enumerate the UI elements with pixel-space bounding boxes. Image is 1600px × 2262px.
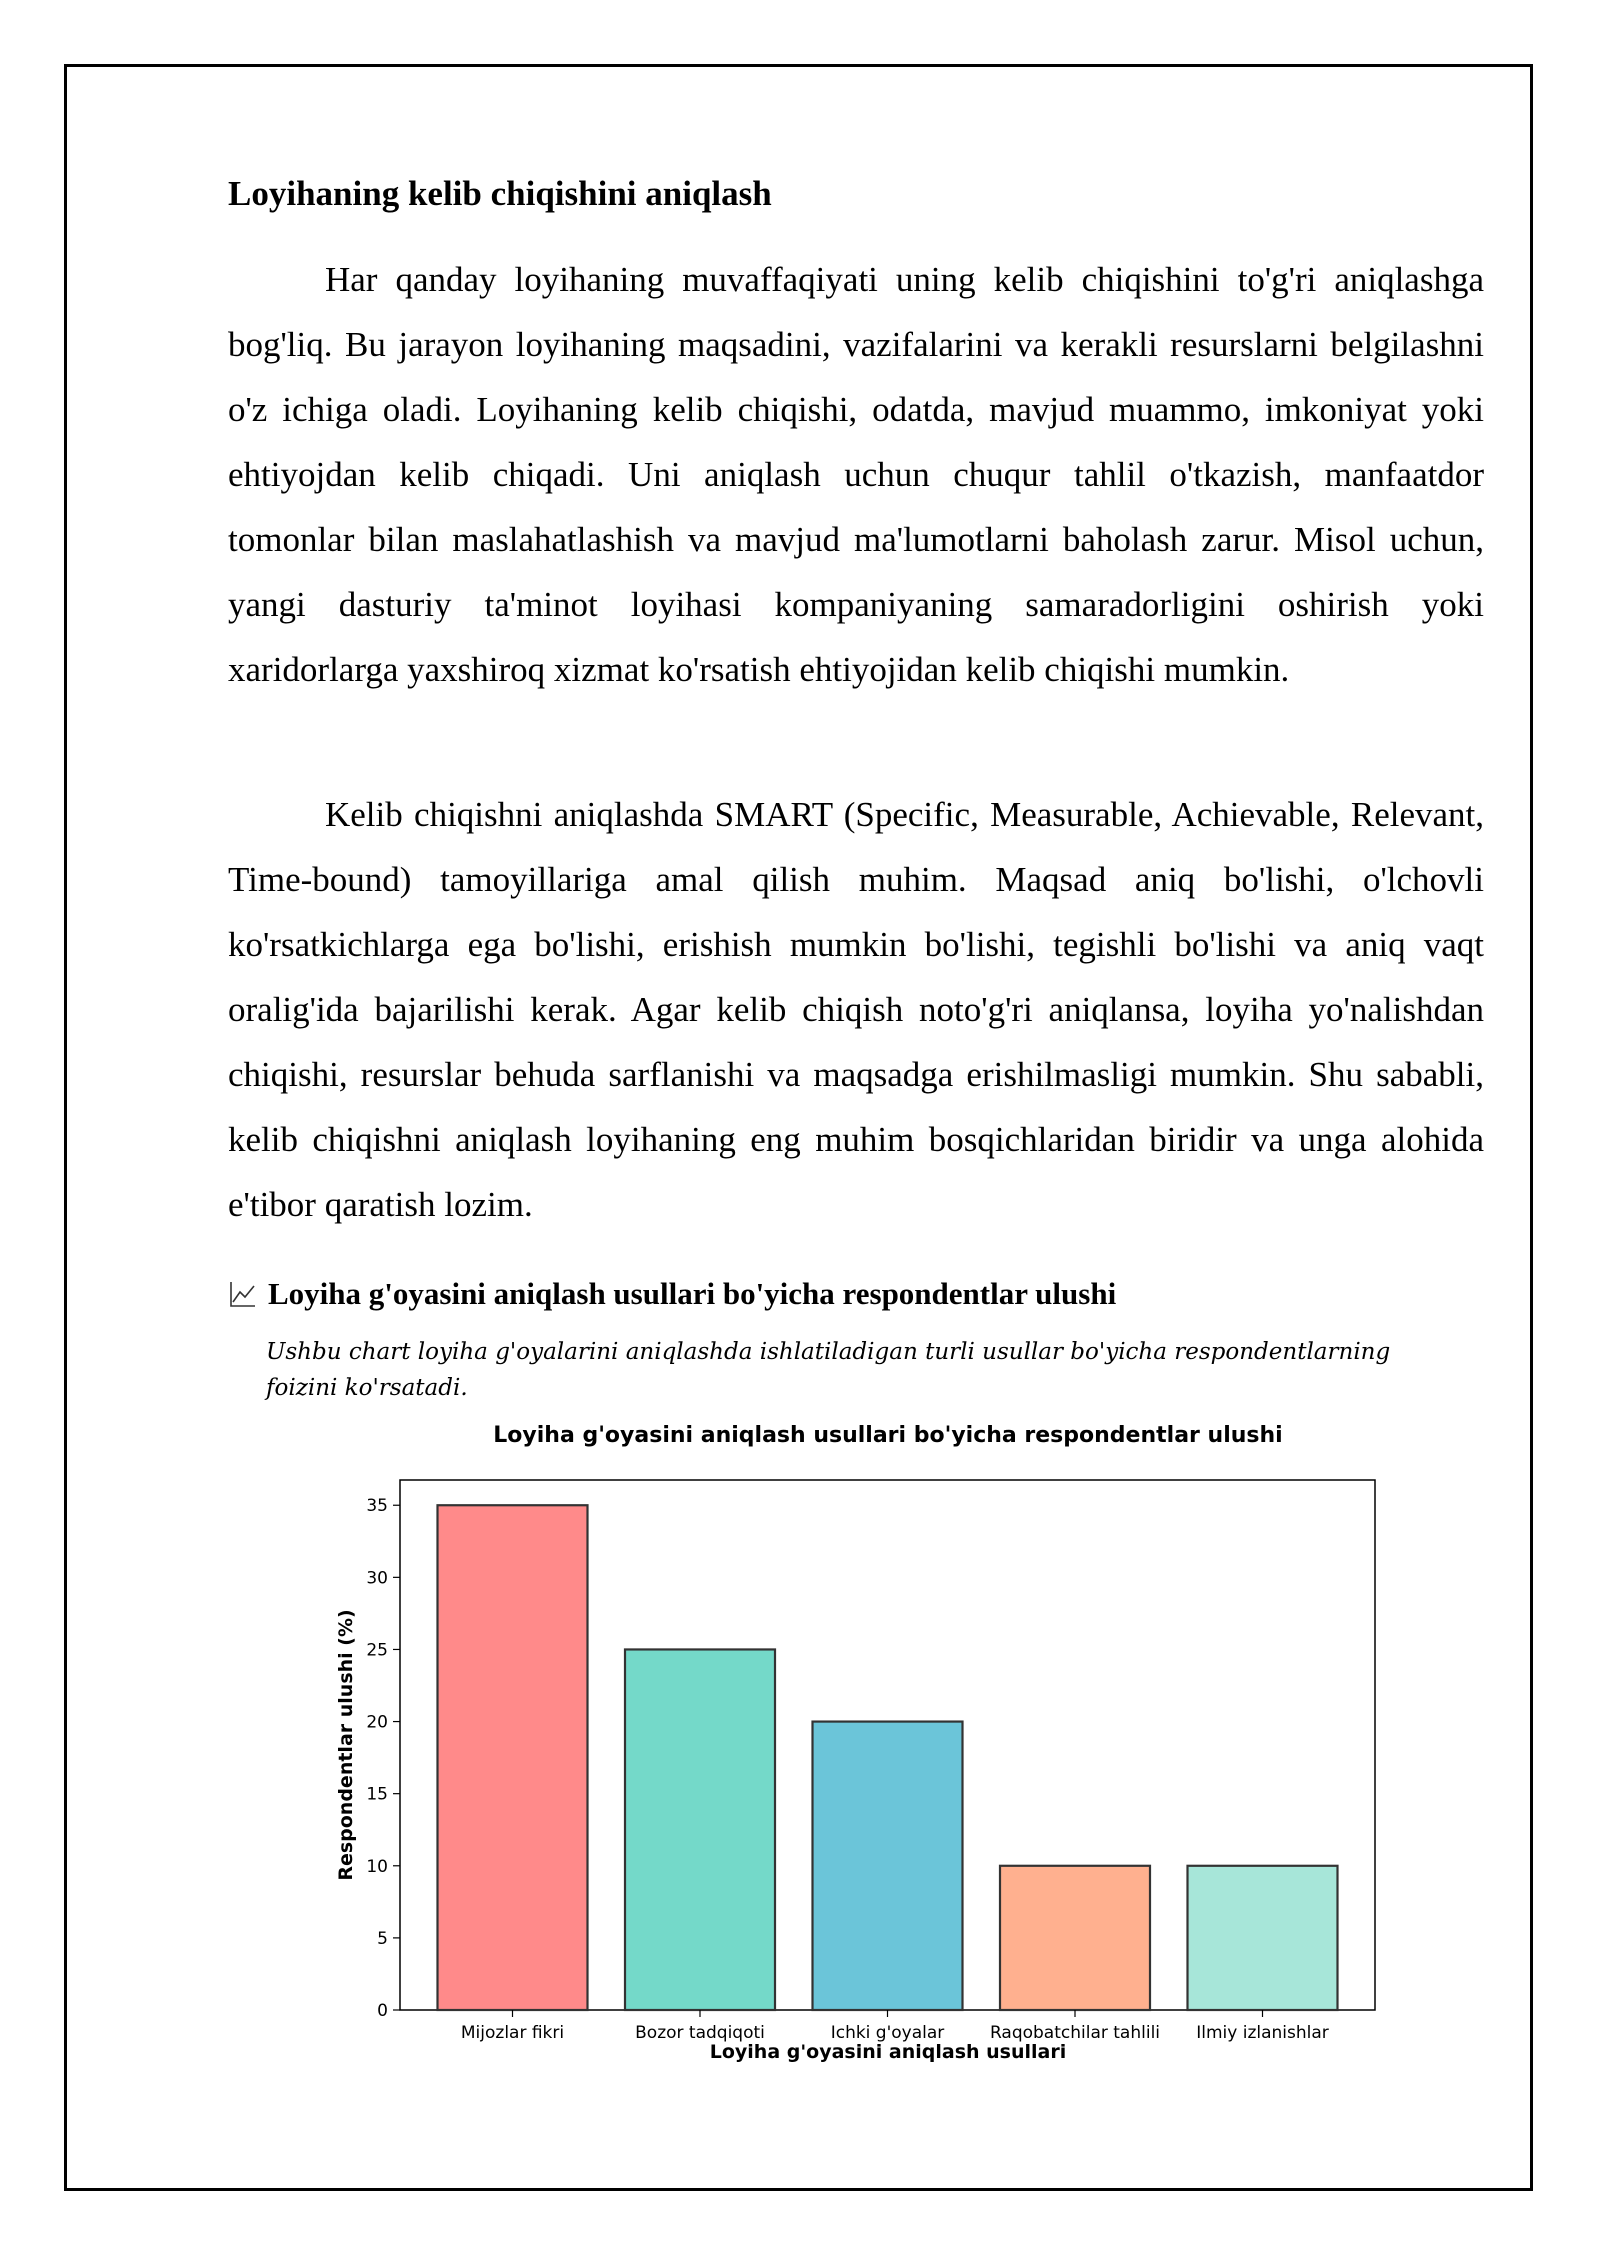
x-tick-label: Raqobatchilar tahlili: [989, 2023, 1161, 2043]
x-tick-label: Ichki g'oyalar: [830, 2023, 945, 2043]
x-tick-label: Mijozlar fikri: [460, 2023, 565, 2043]
line-chart-icon: [228, 1279, 258, 1309]
figure-description: Ushbu chart loyiha g'oyalarini aniqlashda ishlatiladigan turli usullar bo'yicha respondentlarning foizini ko'rsatadi.: [266, 1339, 1391, 1401]
x-axis-label: Loyiha g'oyasini aniqlash usullari: [709, 2041, 1067, 2063]
x-axis: [461, 2010, 1329, 2043]
y-axis: [366, 1496, 400, 2021]
x-tick-label: Bozor tadqiqoti: [635, 2023, 765, 2043]
x-tick-label: Ilmiy izlanishlar: [1196, 2023, 1329, 2043]
section-heading: Loyihaning kelib chiqishini aniqlash: [228, 174, 772, 213]
paragraph-1: Har qanday loyihaning muvaffaqiyati uning kelib chiqishini to'g'ri aniqlashga bog'liq. Bu jarayon loyihaning maqsadini, vazifalarini va kerakli resurslarni belgilashni o'z ichiga oladi. Loyihaning kelib chiqishi, odatda, mavjud muammo, imkoniyat yoki ehtiyojdan kelib chiqadi. Uni aniqlash uchun chuqur tahlil o'tkazish, manfaatdor tomonlar bilan maslahatlashish va mavjud ma'lumotlarni baholash zarur. Misol uchun, yangi dasturiy ta'minot loyihasi kompaniyaning samaradorligini oshirish yoki xaridorlarga yaxshiroq xizmat ko'rsatish ehtiyojidan kelib chiqishi mumkin.: [228, 260, 1484, 689]
figure-heading: Loyiha g'oyasini aniqlash usullari bo'yicha respondentlar ulushi: [268, 1276, 1117, 1311]
bar: [1188, 1866, 1338, 2010]
y-tick-label: 25: [366, 1640, 388, 1661]
bar: [625, 1649, 775, 2010]
bar-chart: [320, 1420, 1420, 2070]
y-tick-label: 20: [366, 1712, 388, 1733]
y-tick-label: 15: [366, 1784, 388, 1805]
figure-heading-row: [228, 1276, 1116, 1312]
bar: [813, 1722, 963, 2010]
bar: [1000, 1866, 1150, 2010]
y-tick-label: 30: [366, 1568, 388, 1589]
paragraph-2: Kelib chiqishni aniqlashda SMART (Specific, Measurable, Achievable, Relevant, Time-bound) tamoyillariga amal qilish muhim. Maqsad aniq bo'lishi, o'lchovli ko'rsatkichlarga ega bo'lishi, erishish mumkin bo'lishi, tegishli bo'lishi va aniq vaqt oralig'ida bajarilishi kerak. Agar kelib chiqish noto'g'ri aniqlansa, loyiha yo'nalishdan chiqishi, resurslar behuda sarflanishi va maqsadga erishilmasligi mumkin. Shu sababli, kelib chiqishni aniqlash loyihaning eng muhim bosqichlaridan biridir va unga alohida e'tibor qaratish lozim.: [228, 795, 1484, 1224]
y-tick-label: 5: [377, 1928, 388, 1949]
y-tick-label: 10: [366, 1856, 388, 1877]
y-tick-label: 35: [366, 1496, 388, 1517]
chart-title: Loyiha g'oyasini aniqlash usullari bo'yicha respondentlar ulushi: [493, 1423, 1283, 1448]
y-tick-label: 0: [377, 2001, 388, 2021]
y-axis-label: Respondentlar ulushi (%): [335, 1609, 357, 1881]
bar: [438, 1505, 588, 2010]
